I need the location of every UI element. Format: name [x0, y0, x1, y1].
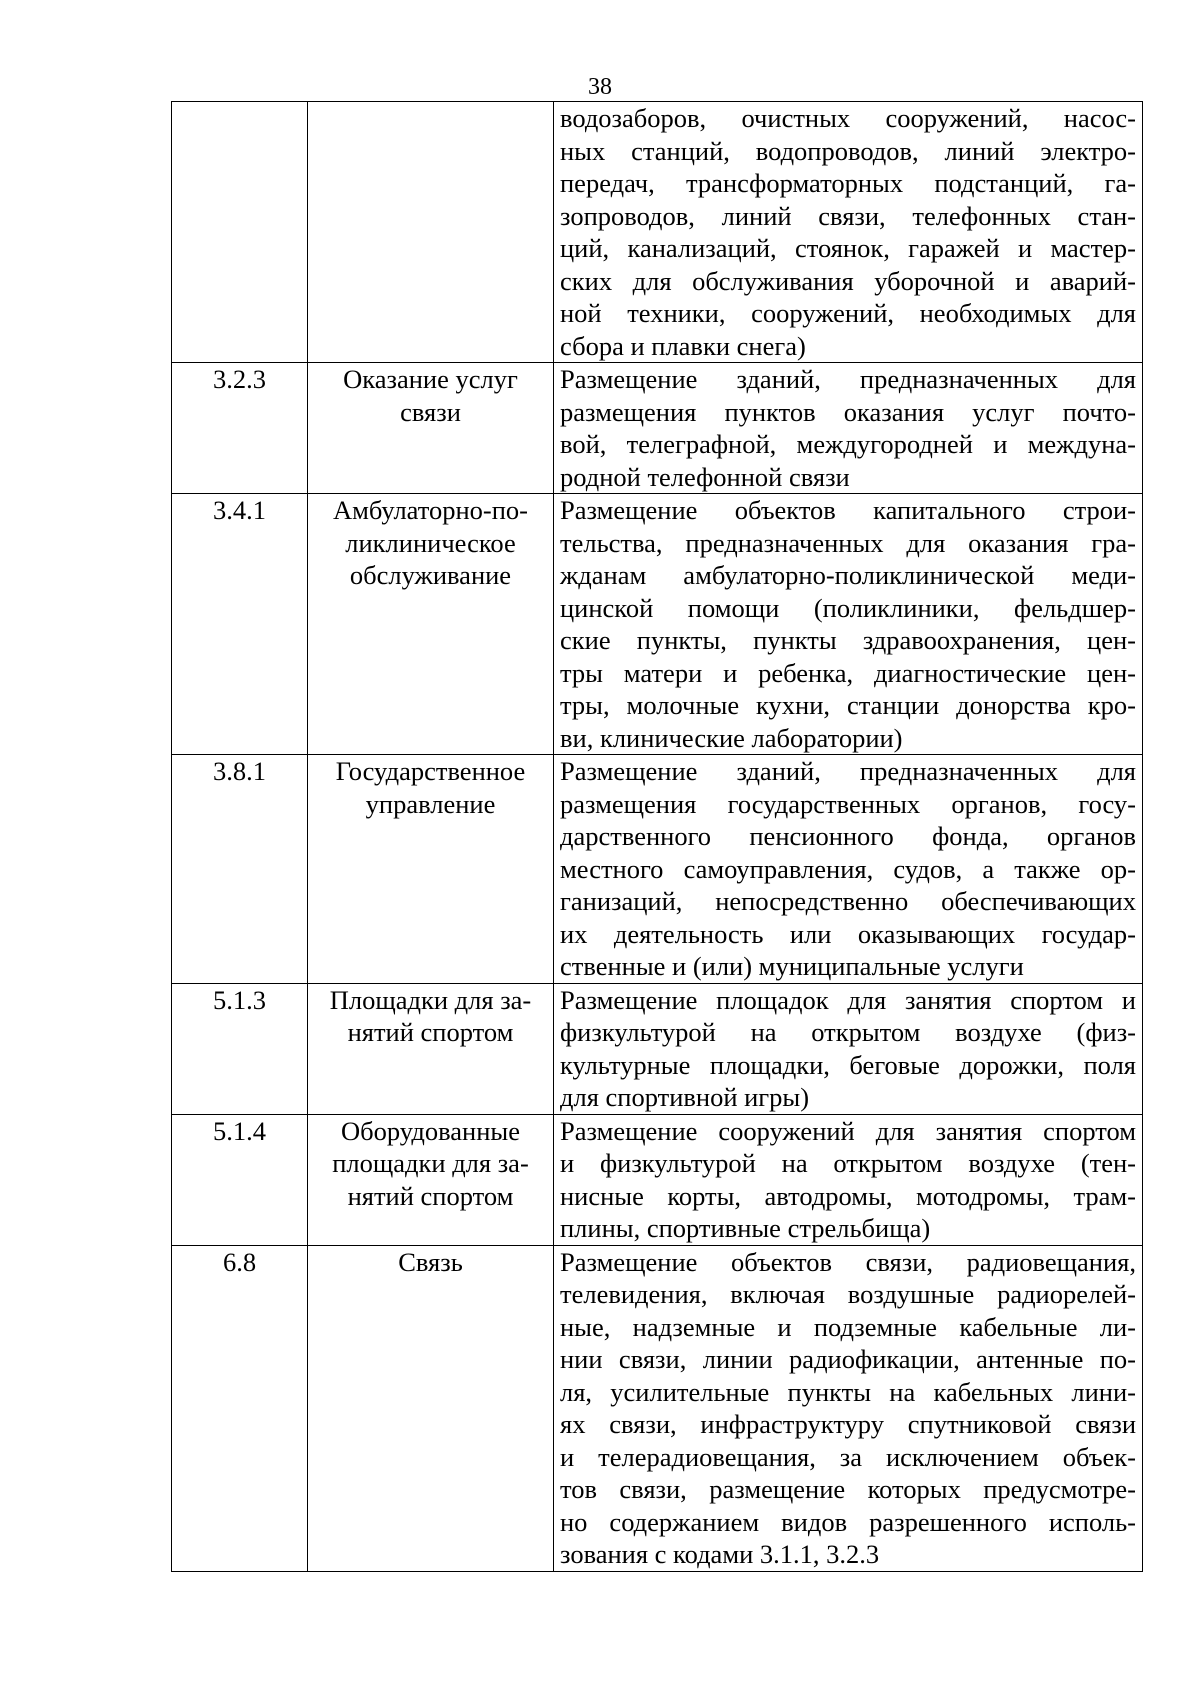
description-line: тры матери и ребенка, диагностические цен-	[560, 657, 1136, 688]
name-line: Площадки для за-	[329, 984, 532, 1015]
description-line: дарственного пенсионного фонда, органов	[560, 821, 1136, 851]
name-line: нятий спортом	[347, 1180, 514, 1211]
description-line: зования с кодами 3.1.1, 3.2.3	[560, 1539, 880, 1569]
cell-name	[308, 755, 554, 984]
description-line: Размещение зданий, предназначенных для	[560, 756, 1136, 786]
description-line: культурные площадки, беговые дорожки, поля	[560, 1049, 1136, 1080]
description-line: ские пункты, пункты здравоохранения, цен-	[560, 625, 1136, 655]
cell-code: 3.8.1	[172, 755, 308, 984]
description-line: ских для обслуживания уборочной и аварий-	[560, 265, 1136, 296]
description-line: телевидения, включая воздушные радиорелей-	[560, 1279, 1136, 1309]
cell-name	[308, 1114, 554, 1245]
cell-description	[554, 983, 1143, 1114]
cell-description	[554, 1245, 1143, 1571]
description-line: ви, клинические лаборатории)	[560, 722, 903, 753]
description-line: ной техники, сооружений, необходимых для	[560, 298, 1136, 328]
description-line: плины, спортивные стрельбища)	[560, 1213, 931, 1243]
cell-code: 5.1.3	[172, 983, 308, 1114]
cell-description	[554, 494, 1143, 755]
table-row	[172, 755, 1143, 984]
description-line: их деятельность или оказывающих государ-	[560, 918, 1136, 949]
description-line: цинской помощи (поликлиники, фельдшер-	[560, 592, 1136, 623]
description-line: ганизаций, непосредственно обеспечивающих	[560, 886, 1136, 916]
description-line: ных станций, водопроводов, линий электро-	[560, 135, 1136, 166]
description-line: нисные корты, автодромы, мотодромы, трам-	[560, 1180, 1136, 1211]
name-line: Оказание услуг	[343, 364, 518, 394]
cell-description	[554, 363, 1143, 494]
description-line: родной телефонной связи	[560, 461, 850, 492]
description-line: физкультурой на открытом воздухе (физ-	[560, 1017, 1136, 1047]
description-line: размещения государственных органов, госу-	[560, 788, 1136, 819]
description-line: жданам амбулаторно-поликлинической меди-	[560, 560, 1136, 590]
cell-code: 3.4.1	[172, 494, 308, 755]
description-line: ные, надземные и подземные кабельные ли-	[560, 1311, 1136, 1342]
name-line: Связь	[398, 1246, 463, 1277]
table-row	[172, 494, 1143, 755]
description-line: ля, усилительные пункты на кабельных лини-	[560, 1376, 1136, 1407]
description-line: ственные и (или) муниципальные услуги	[560, 951, 1024, 981]
name-line: связи	[400, 396, 461, 427]
cell-description	[554, 1114, 1143, 1245]
name-line: управление	[365, 788, 496, 819]
name-line: Оборудованные	[341, 1115, 520, 1146]
description-line: сбора и плавки снега)	[560, 330, 806, 361]
description-line: и физкультурой на открытом воздухе (тен-	[560, 1148, 1136, 1178]
table-row	[172, 363, 1143, 494]
description-line: местного самоуправления, судов, а также ор-	[560, 853, 1136, 884]
name-line: нятий спортом	[347, 1017, 514, 1047]
description-line: Размещение объектов связи, радиовещания,	[560, 1246, 1136, 1277]
cell-code: 3.2.3	[172, 363, 308, 494]
cell-name	[308, 494, 554, 755]
name-line: Государственное	[335, 756, 526, 786]
page-number: 38	[588, 74, 612, 100]
description-line: передач, трансформаторных подстанций, га-	[560, 168, 1136, 198]
description-line: и телерадиовещания, за исключением объек-	[560, 1441, 1136, 1472]
description-line: ций, канализаций, стоянок, гаражей и мастер-	[560, 233, 1136, 263]
cell-description	[554, 755, 1143, 984]
description-line: вой, телеграфной, междугородней и междуна-	[560, 429, 1136, 459]
table-body	[172, 102, 1143, 1572]
table-row	[172, 983, 1143, 1114]
table-row	[172, 1114, 1143, 1245]
cell-code: 6.8	[172, 1245, 308, 1571]
description-line: зопроводов, линий связи, телефонных стан-	[560, 200, 1136, 231]
cell-name	[308, 363, 554, 494]
description-line: ях связи, инфраструктуру спутниковой связи	[560, 1409, 1136, 1439]
description-line: размещения пунктов оказания услуг почто-	[560, 396, 1136, 427]
cell-name	[308, 102, 554, 363]
description-line: Размещение площадок для занятия спортом и	[560, 984, 1136, 1015]
cell-description	[554, 102, 1143, 363]
description-line: нии связи, линии радиофикации, антенные по-	[560, 1344, 1136, 1374]
description-line: но содержанием видов разрешенного исполь-	[560, 1506, 1136, 1537]
name-line: площадки для за-	[332, 1148, 529, 1178]
table-row	[172, 102, 1143, 363]
table-row	[172, 1245, 1143, 1571]
cell-name	[308, 983, 554, 1114]
description-line: для спортивной игры)	[560, 1082, 810, 1112]
name-line: ликлиническое	[345, 527, 516, 558]
description-line: Размещение сооружений для занятия спортом	[560, 1115, 1136, 1146]
description-line: тов связи, размещение которых предусмотре-	[560, 1474, 1136, 1504]
description-line: тры, молочные кухни, станции донорства кро-	[560, 690, 1136, 720]
description-line: Размещение зданий, предназначенных для	[560, 364, 1136, 394]
name-line: обслуживание	[349, 560, 512, 590]
cell-code: 5.1.4	[172, 1114, 308, 1245]
description-line: Размещение объектов капитального строи-	[560, 495, 1136, 525]
description-line: тельства, предназначенных для оказания гра-	[560, 527, 1136, 558]
land-use-table	[171, 101, 1143, 1572]
name-line: Амбулаторно-по-	[332, 495, 528, 525]
cell-code	[172, 102, 308, 363]
cell-name	[308, 1245, 554, 1571]
description-line: водозаборов, очистных сооружений, насос-	[560, 103, 1136, 133]
